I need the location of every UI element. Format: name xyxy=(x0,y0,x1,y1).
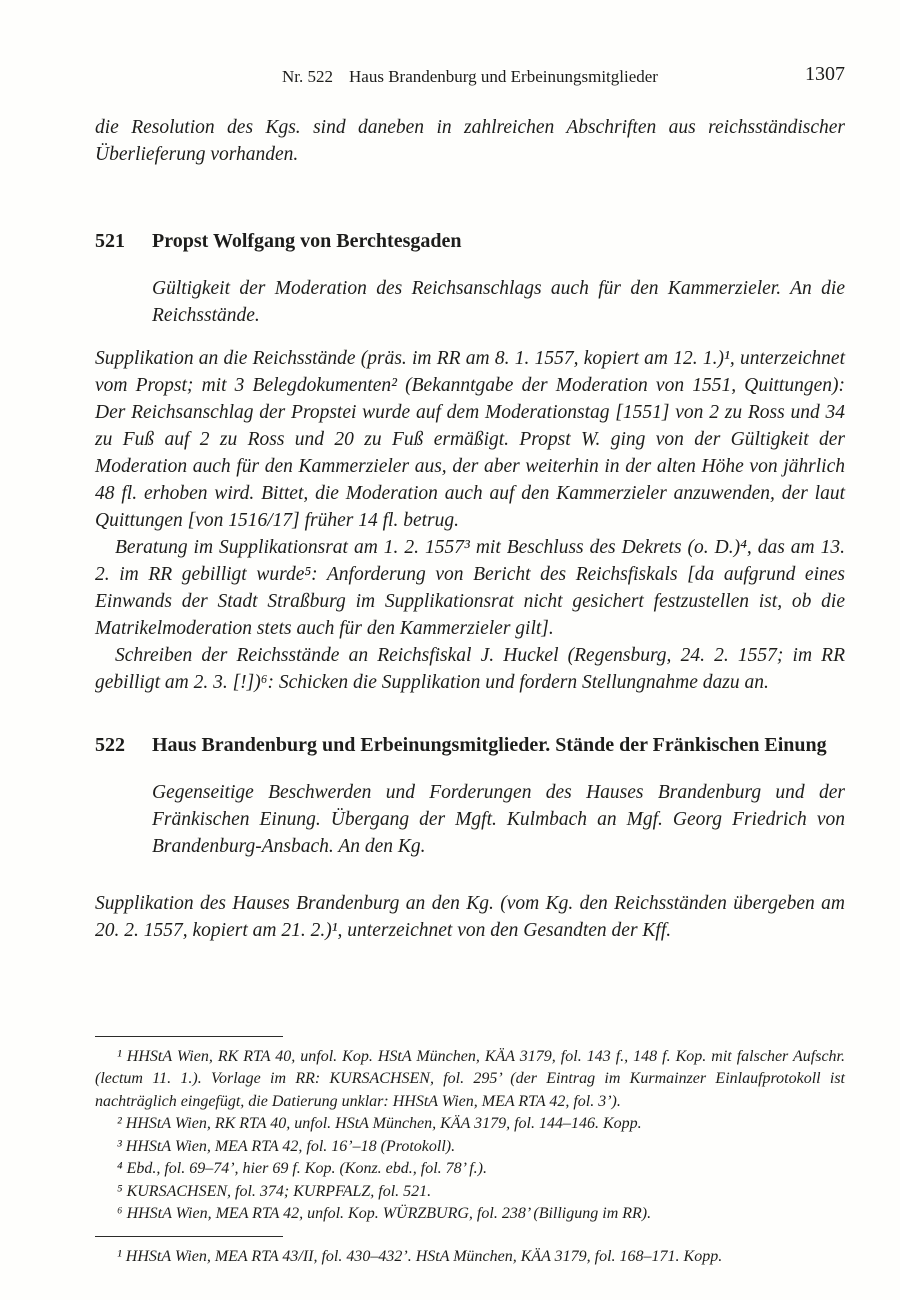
running-head-entry-ref: Nr. 522 xyxy=(282,67,334,86)
footnote-item: ² HHStA Wien, RK RTA 40, unfol. HStA München, KÄA 3179, fol. 144–146. Kopp. xyxy=(117,1115,642,1132)
footnote-item: ⁴ Ebd., fol. 69–74’, hier 69 f. Kop. (Konz. ebd., fol. 78’ f.). xyxy=(117,1160,487,1177)
entry-521-heading xyxy=(95,228,845,255)
footnote-item: ⁶ HHStA Wien, MEA RTA 42, unfol. Kop. WÜRZBURG, fol. 238’ (Billigung im RR). xyxy=(117,1205,652,1222)
entry-paragraph: Schreiben der Reichsstände an Reichsfiskal J. Huckel (Regensburg, 24. 2. 1557; im RR gebilligt am 2. 3. [!])⁶: Schicken die Supplikation und fordern Stellungnahme dazu an. xyxy=(95,645,845,693)
running-head xyxy=(95,63,845,88)
carryover-paragraph: die Resolution des Kgs. sind daneben in zahlreichen Abschriften aus reichsständischer Überlieferung vorhanden. xyxy=(95,117,845,165)
entry-522-heading xyxy=(95,732,845,759)
entry-summary: Gegenseitige Beschwerden und Forderungen des Hauses Brandenburg und der Fränkischen Einung. Übergang der Mgft. Kulmbach an Mgf. Georg Friedrich von Brandenburg-Ansbach. An den Kg. xyxy=(152,782,845,857)
footnotes-area xyxy=(95,1036,845,1269)
entry-body xyxy=(95,345,845,696)
page-number: 1307 xyxy=(805,63,845,85)
entry-number: 521 xyxy=(95,230,125,252)
entry-paragraph: Beratung im Supplikationsrat am 1. 2. 1557³ mit Beschluss des Dekrets (o. D.)⁴, das am 13. 2. im RR gebilligt wurde⁵: Anforderung von Bericht des Reichsfiskals [da aufgrund eines Einwands der Stadt Straßburg im Supplikationsrat nicht gesichert festzustellen ist, ob die Matrikelmoderation stets auch für den Kammerzieler gilt]. xyxy=(95,537,845,639)
footnote-item: ³ HHStA Wien, MEA RTA 42, fol. 16’–18 (Protokoll). xyxy=(117,1137,456,1155)
entry-title: Propst Wolfgang von Berchtesgaden xyxy=(152,230,462,252)
entry-body xyxy=(95,890,845,944)
entry-title: Haus Brandenburg und Erbeinungsmitglieder. Stände der Fränkischen Einung xyxy=(152,734,827,756)
footnote-item: ⁵ KURSACHSEN, fol. 374; KURPFALZ, fol. 521. xyxy=(117,1182,432,1200)
footnote-separator xyxy=(95,1236,283,1237)
footnote-separator xyxy=(95,1036,283,1037)
entry-paragraph: Supplikation an die Reichsstände (präs. im RR am 8. 1. 1557, kopiert am 12. 1.)¹, unterzeichnet vom Propst; mit 3 Belegdokumenten² (Bekanntgabe der Moderation von 1551, Quittungen): Der Reichsanschlag der Propstei wurde auf dem Moderationstag [1551] von 2 zu Ross und 34 zu Fuß auf 2 zu Ross und 20 zu Fuß ermäßigt. Propst W. ging von der Gültigkeit der Moderation auch für den Kammerzieler aus, der aber weiterhin in der alten Höhe von jährlich 48 fl. erhoben wird. Bittet, die Moderation auch auf den Kammerzieler anzuwenden, der laut Quittungen [von 1516/17] früher 14 fl. betrug. xyxy=(95,348,845,531)
entry-summary: Gültigkeit der Moderation des Reichsanschlags auch für den Kammerzieler. An die Reichsstände. xyxy=(152,278,845,326)
entry-number: 522 xyxy=(95,734,125,756)
footnote-item: ¹ HHStA Wien, RK RTA 40, unfol. Kop. HStA München, KÄA 3179, fol. 143 f., 148 f. Kop. mit falscher Aufschr. (lectum 11. 1.). Vorlage im RR: KURSACHSEN, fol. 295’ (der Eintrag im Kurmainzer Einlaufprotokoll ist nachträglich eingefügt, die Datierung unklar: HHStA Wien, MEA RTA 42, fol. 3’). xyxy=(95,1047,845,1110)
footnote-item: ¹ HHStA Wien, MEA RTA 43/II, fol. 430–432’. HStA München, KÄA 3179, fol. 168–171. Kopp. xyxy=(117,1247,723,1265)
running-head-center xyxy=(95,66,845,88)
entry-paragraph: Supplikation des Hauses Brandenburg an den Kg. (vom Kg. den Reichsständen übergeben am 20. 2. 1557, kopiert am 21. 2.)¹, unterzeichnet von den Gesandten der Kff. xyxy=(95,893,845,941)
entry-522 xyxy=(95,732,845,944)
entry-521 xyxy=(95,228,845,696)
running-head-title: Haus Brandenburg und Erbeinungsmitglieder xyxy=(349,67,658,86)
